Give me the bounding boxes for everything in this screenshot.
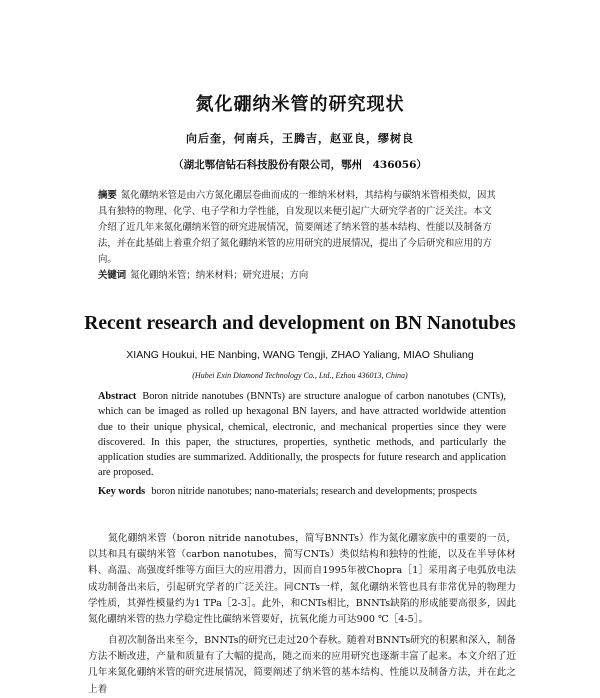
body-paragraph-2: 自初次制备出来至今，BNNTs的研究已走过20个春秋。随着对BNNTs研究的积累和深入，制备方法不断改进，产量和质量有了大幅的提高，随之而来的应用研究也逐渐丰富了起来。本文介绍了近几年来氮化硼纳米管的研究进展情况，简要阐述了纳米管的基本结构、性能以及制备方法，并在此之上着 — [88, 635, 516, 695]
cn-keywords-label: 关键词 — [98, 270, 127, 281]
en-keywords — [98, 484, 506, 499]
cn-abstract-text: 氮化硼纳米管是由六方氮化硼层卷曲而成的一维纳米材料，其结构与碳纳米管相类似，因其具有独特的物理、化学、电子学和力学性能，自发现以来便引起广大研究学者的广泛关注。本文介绍了近几年来氮化硼纳米管的研究进展情况，简要阐述了纳米管的基本结构、性能以及制备方法，并在此基础上着重介绍了氮化硼纳米管的应用研究的进展情况，提出了今后研究和应用的方向。 — [98, 190, 496, 265]
en-abstract-label: Abstract — [98, 391, 137, 402]
en-authors: XIANG Houkui, HE Nanbing, WANG Tengji, ZHAO Yaliang, MIAO Shuliang — [126, 349, 474, 361]
cn-abstract-label: 摘要 — [98, 190, 117, 201]
en-abstract — [98, 389, 506, 481]
en-title: Recent research and development on BN Nanotubes — [84, 313, 516, 334]
cn-title: 氮化硼纳米管的研究现状 — [195, 94, 405, 115]
en-abstract-text: Boron nitride nanotubes (BNNTs) are structure analogue of carbon nanotubes (CNTs), which can be imaged as rolled up hexagonal BN layers, and have attracted worldwide attention due to their unique physical, chemical, electronic, and mechanical properties since they were discovered. In this paper, the structures, properties, synthetic methods, and particularly the application studies are summarized. Additionally, the prospects for future research and application are proposed. — [98, 391, 506, 479]
en-affiliation: (Hubei Exin Diamond Technology Co., Ltd., Ezhou 436013, China) — [192, 371, 408, 380]
cn-authors: 向后奎，何南兵，王腾吉，赵亚良，缪树良 — [186, 132, 414, 145]
cn-keywords — [98, 268, 498, 284]
cn-affiliation: （湖北鄂信钻石科技股份有限公司，鄂州 436056） — [173, 159, 427, 171]
cn-keywords-text: 氮化硼纳米管；纳米材料；研究进展；方向 — [130, 270, 309, 281]
cn-abstract — [98, 188, 498, 268]
body-paragraph-1: 氮化硼纳米管（boron nitride nanotubes，简写BNNTs）作为氮化硼家族中的重要的一员，以其和具有碳纳米管（carbon nanotubes，简写CNTs）类似结构和独特的性能，以及在半导体材料、高温、高强度纤维等方面巨大的应用潜力，因而自1995年被Chopra［1］采用离子电弧放电法成功制备出来后，引起研究学者的广泛关注。同CNTs一样，氮化硼纳米管也具有非常优异的物理力学性质，其弹性模量约为1 TPa［2-3］。此外，和CNTs相比，BNNTs缺陷的形成能要高很多，因此氮化硼纳米管的热力学稳定性比碳纳米管要好，抗氧化能力可达900 ℃［4-5］。 — [88, 533, 516, 626]
en-keywords-text: boron nitride nanotubes; nano-materials; research and developments; prospects — [151, 486, 477, 497]
en-keywords-label: Key words — [98, 486, 146, 497]
